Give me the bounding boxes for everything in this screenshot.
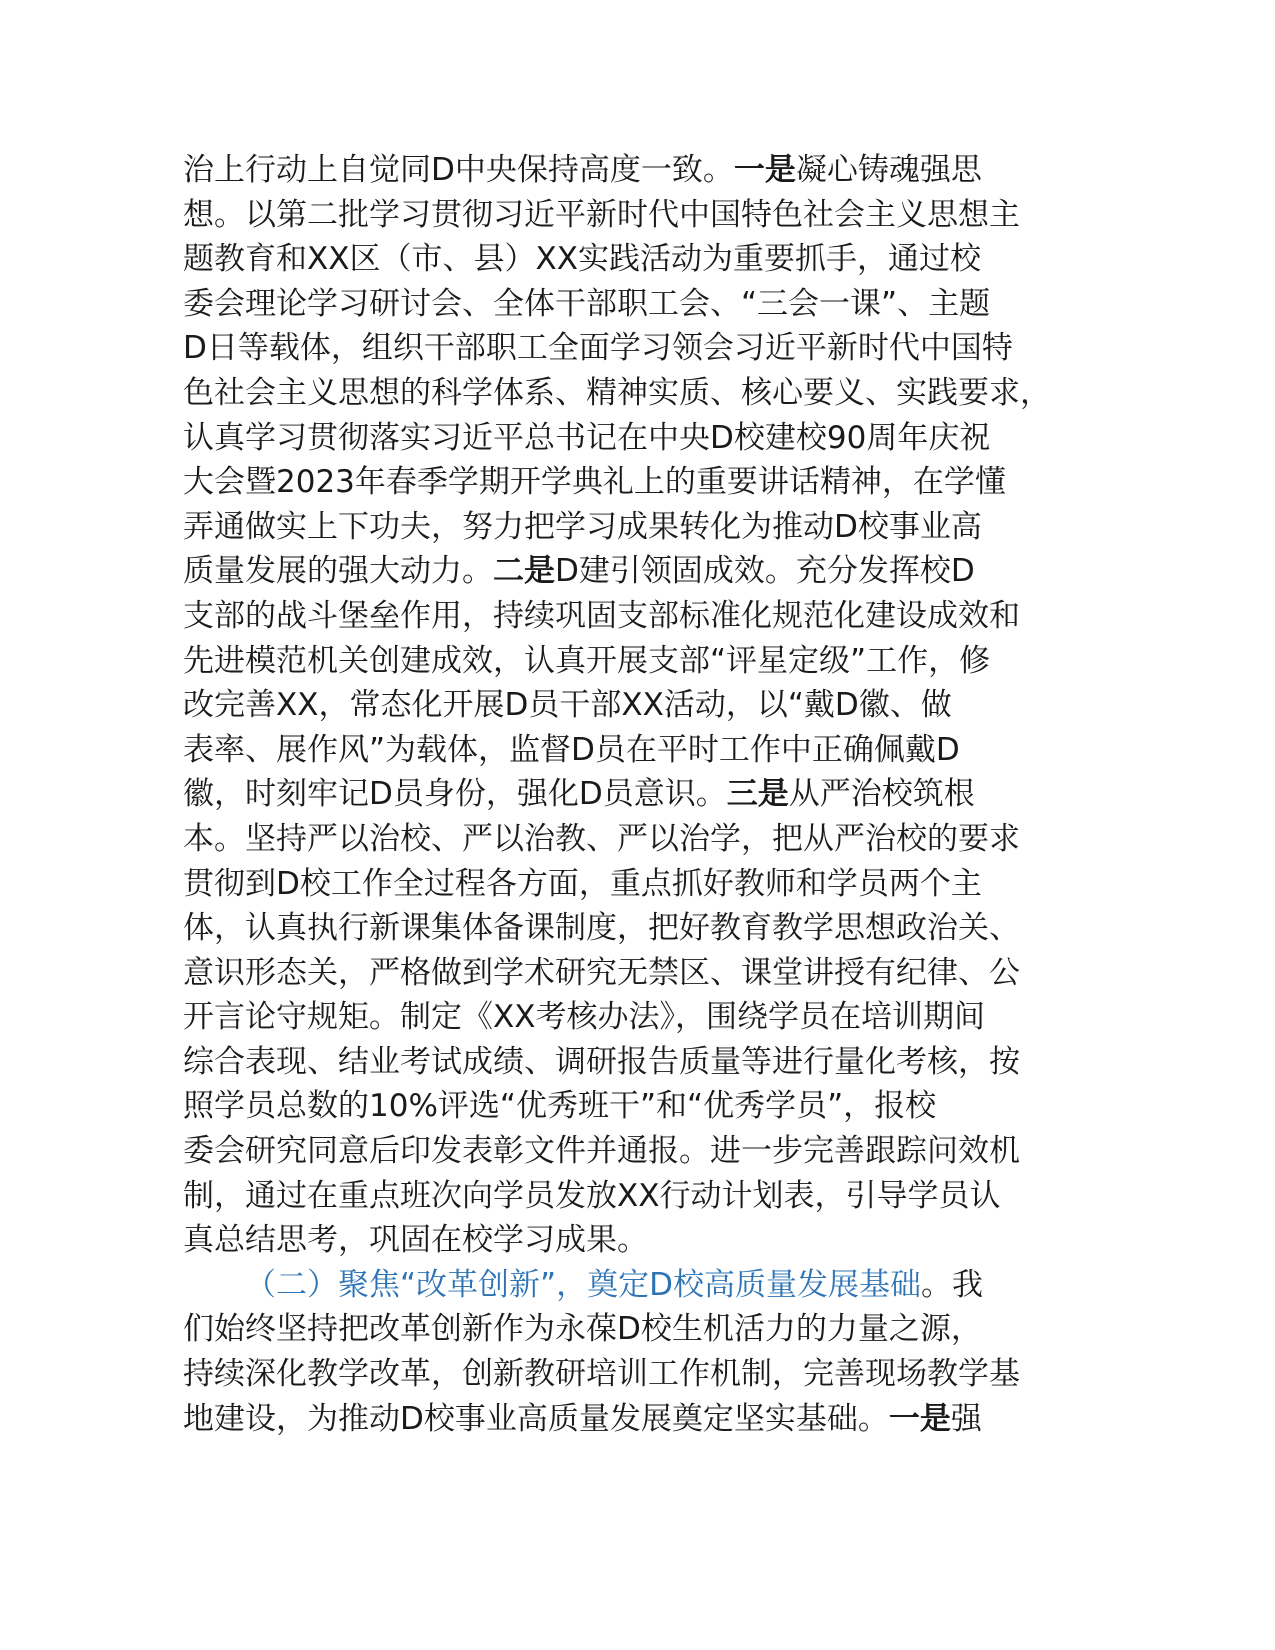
text-span: 想。以第二批学习贯彻习近平新时代中国特色社会主义思想主 (183, 196, 1020, 233)
text-line (183, 772, 1083, 817)
emphasis-text: 一是 (733, 152, 796, 188)
text-span: 体，认真执行新课集体备课制度，把好教育教学思想政治关、 (183, 910, 1020, 947)
text-line (183, 862, 1083, 907)
text-line (183, 728, 1083, 773)
text-line (183, 549, 1083, 594)
text-span: 题教育和XX区（市、县）XX实践活动为重要抓手，通过校 (183, 241, 981, 278)
emphasis-text: 一是 (888, 1400, 951, 1437)
text-span: 委会研究同意后印发表彰文件并通报。进一步完善跟踪问效机 (183, 1133, 1020, 1170)
text-span: D日等载体，组织干部职工全面学习领会习近平新时代中国特 (183, 330, 1013, 367)
text-span: 大会暨2023年春季学期开学典礼上的重要讲话精神，在学懂 (183, 464, 1006, 501)
text-line (183, 1263, 1083, 1308)
text-span: D建引领固成效。充分发挥校D (555, 553, 975, 590)
emphasis-text: 三是 (726, 776, 789, 813)
text-line (183, 1218, 1083, 1263)
text-line (183, 1397, 1083, 1442)
text-line (183, 148, 1083, 193)
text-line (183, 237, 1083, 282)
text-span: 表率、展作风”为载体，监督D员在平时工作中正确佩戴D (183, 731, 960, 768)
text-span: 真总结思考，巩固在校学习成果。 (183, 1222, 648, 1259)
text-line (183, 817, 1083, 862)
text-line (183, 326, 1083, 371)
text-span: 色社会主义思想的科学体系、精神实质、核心要义、实践要求， (183, 374, 1051, 411)
text-span: 支部的战斗堡垒作用，持续巩固支部标准化规范化建设成效和 (183, 597, 1020, 634)
section-heading: （二）聚焦“改革创新”，奠定D校高质量发展基础 (245, 1266, 921, 1303)
text-span: 委会理论学习研讨会、全体干部职工会、“三会一课”、主题 (183, 285, 991, 322)
text-line (183, 1084, 1083, 1129)
text-line (183, 416, 1083, 461)
text-span: 照学员总数的10%评选“优秀班干”和“优秀学员”，报校 (183, 1088, 937, 1125)
text-line (183, 951, 1083, 996)
text-line (183, 193, 1083, 238)
text-span: 贯彻到D校工作全过程各方面，重点抓好教师和学员两个主 (183, 865, 982, 902)
text-span: 地建设，为推动D校事业高质量发展奠定坚实基础。 (183, 1400, 889, 1437)
text-span: 从严治校筑根 (788, 776, 975, 813)
text-line (183, 639, 1083, 684)
text-span: 综合表现、结业考试成绩、调研报告质量等进行量化考核，按 (183, 1043, 1020, 1080)
text-line (183, 282, 1083, 327)
text-span: 质量发展的强大动力。 (183, 553, 493, 590)
text-line (183, 1129, 1083, 1174)
text-line (183, 594, 1083, 639)
text-line (183, 505, 1083, 550)
text-line (183, 1174, 1083, 1219)
text-line (183, 906, 1083, 951)
text-span: 凝心铸魂强思 (795, 152, 982, 188)
body-text (183, 148, 1083, 1441)
text-span: 改完善XX，常态化开展D员干部XX活动，以“戴D徽、做 (183, 687, 952, 724)
text-line (183, 683, 1083, 728)
text-span: 本。坚持严以治校、严以治教、严以治学，把从严治校的要求 (183, 820, 1020, 857)
text-span: 治上行动上自觉同D中央保持高度一致。 (183, 152, 734, 188)
text-line (183, 1040, 1083, 1085)
text-span: 强 (950, 1400, 982, 1437)
text-line (183, 371, 1083, 416)
text-span: 制，通过在重点班次向学员发放XX行动计划表，引导学员认 (183, 1177, 1001, 1214)
text-line (183, 1352, 1083, 1397)
text-line (183, 1307, 1083, 1352)
text-span: 先进模范机关创建成效，认真开展支部“评星定级”工作，修 (183, 642, 991, 679)
text-span: 们始终坚持把改革创新作为永葆D校生机活力的力量之源， (183, 1311, 982, 1348)
text-line (183, 460, 1083, 505)
text-span: 意识形态关，严格做到学术研究无禁区、课堂讲授有纪律、公 (183, 954, 1020, 991)
text-span: 认真学习贯彻落实习近平总书记在中央D校建校90周年庆祝 (183, 419, 991, 456)
text-span: 徽，时刻牢记D员身份，强化D员意识。 (183, 776, 727, 813)
text-span: 持续深化教学改革，创新教研培训工作机制，完善现场教学基 (183, 1356, 1020, 1393)
text-span: 开言论守规矩。制定《XX考核办法》，围绕学员在培训期间 (183, 999, 985, 1036)
text-span: 。我 (921, 1266, 983, 1303)
text-span: 弄通做实上下功夫，努力把学习成果转化为推动D校事业高 (183, 508, 982, 545)
text-line (183, 995, 1083, 1040)
emphasis-text: 二是 (493, 553, 555, 590)
